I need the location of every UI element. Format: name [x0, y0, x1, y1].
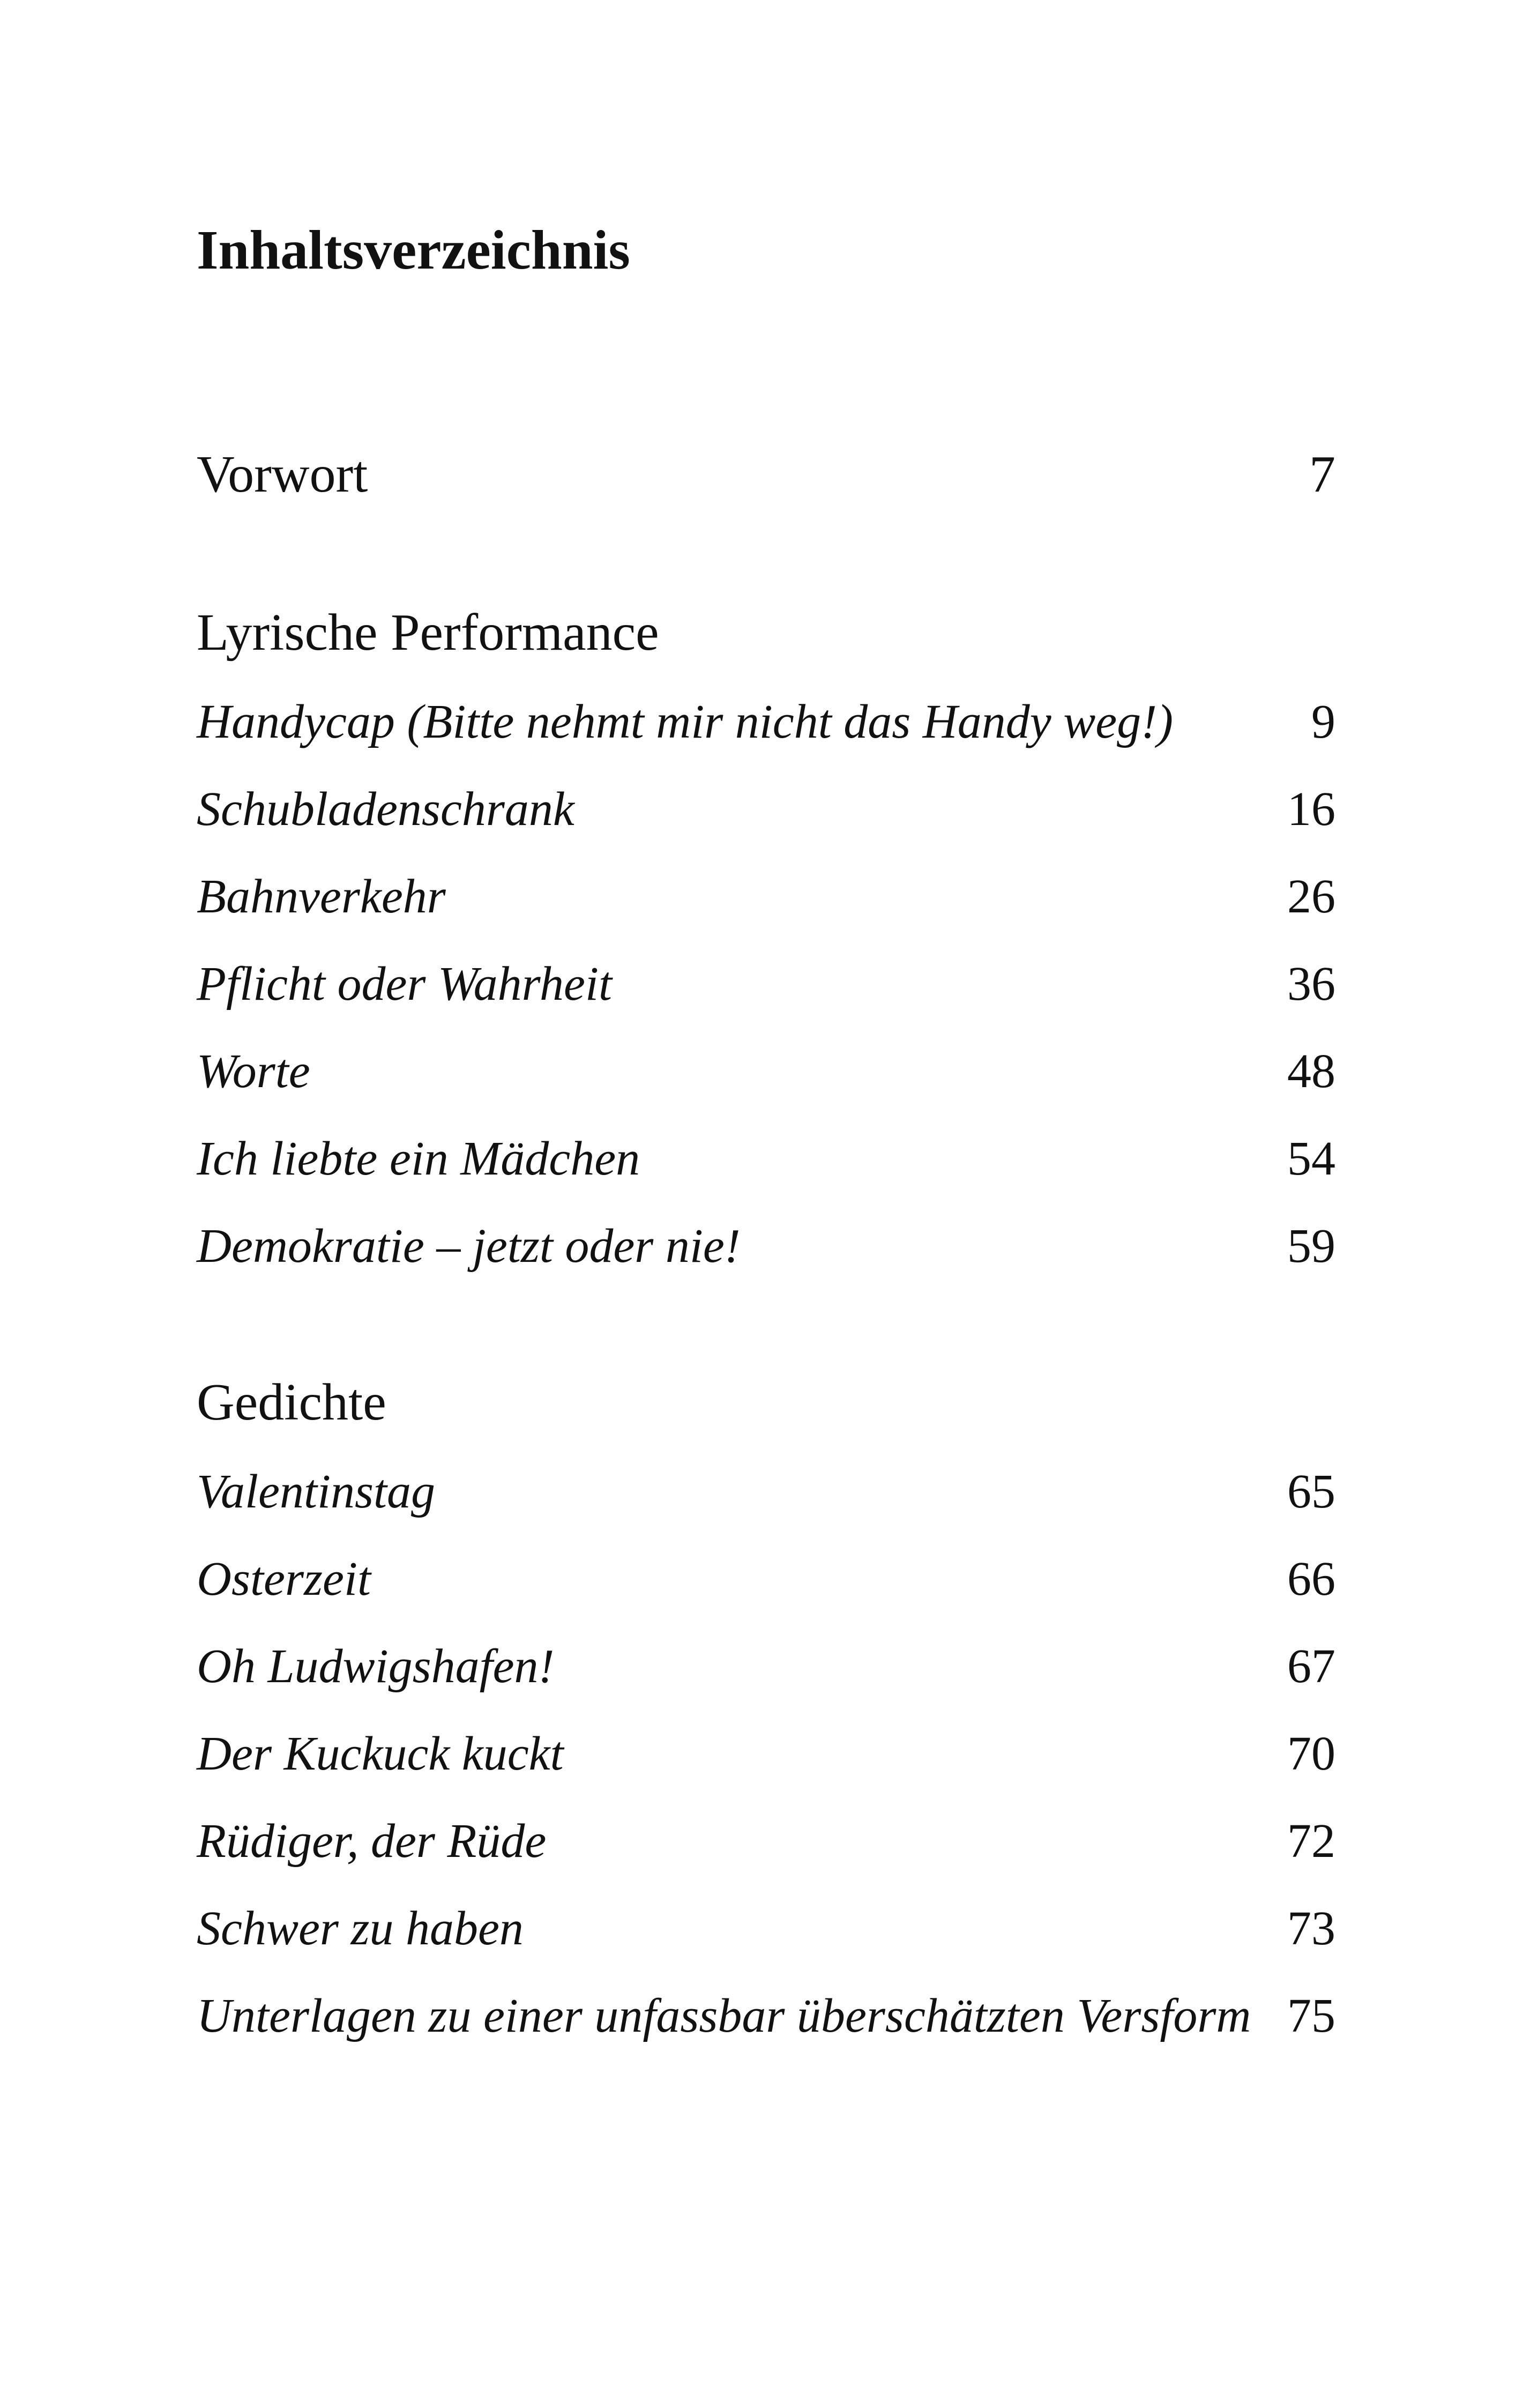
toc-entry-page: 72 — [1287, 1815, 1335, 1868]
toc-entry-title: Osterzeit — [197, 1552, 371, 1606]
toc-entry — [197, 1710, 1335, 1797]
toc-entry-page: 66 — [1287, 1552, 1335, 1606]
toc-entry — [197, 853, 1335, 940]
toc-entry-page: 26 — [1287, 870, 1335, 923]
toc-entry — [197, 1535, 1335, 1623]
toc-entry-title: Schubladenschrank — [197, 783, 574, 836]
toc-entry-page: 59 — [1287, 1220, 1335, 1273]
toc-entry-page: 73 — [1287, 1902, 1335, 1955]
toc-entry-title: Valentinstag — [197, 1465, 435, 1518]
toc-entry — [197, 940, 1335, 1028]
toc-entry — [197, 1448, 1335, 1535]
toc-entry — [197, 1202, 1335, 1290]
toc-entry-page: 70 — [1287, 1727, 1335, 1780]
toc-entry — [197, 1115, 1335, 1202]
toc-entry — [197, 1028, 1335, 1115]
toc-entry — [197, 765, 1335, 853]
toc-entry-title: Bahnverkehr — [197, 870, 446, 923]
toc-list — [197, 429, 1335, 2060]
toc-entry-title: Vorwort — [197, 445, 368, 503]
section-title: Gedichte — [197, 1373, 386, 1431]
toc-entry-page: 9 — [1311, 695, 1335, 748]
toc-entry-page: 16 — [1287, 783, 1335, 836]
toc-entry — [197, 1972, 1335, 2060]
toc-entry-title: Oh Ludwigshafen! — [197, 1640, 555, 1693]
toc-entry — [197, 678, 1335, 765]
toc-entry-title: Rüdiger, der Rüde — [197, 1815, 547, 1868]
toc-entry — [197, 1885, 1335, 1972]
toc-entry-page: 75 — [1287, 1989, 1335, 2042]
toc-entry-title: Unterlagen zu einer unfassbar überschätzten Versform — [197, 1989, 1251, 2042]
toc-entry — [197, 1797, 1335, 1885]
toc-entry-title: Demokratie – jetzt oder nie! — [197, 1220, 741, 1273]
section-spacer — [197, 1290, 1335, 1357]
toc-entry-page: 65 — [1287, 1465, 1335, 1518]
toc-entry-title: Pflicht oder Wahrheit — [197, 957, 612, 1010]
toc-entry-page: 67 — [1287, 1640, 1335, 1693]
section-title-lyrische-performance — [197, 587, 1335, 678]
section-spacer — [197, 520, 1335, 587]
toc-entry-page: 7 — [1309, 445, 1335, 503]
toc-entry-title: Schwer zu haben — [197, 1902, 524, 1955]
toc-heading: Inhaltsverzeichnis — [197, 219, 630, 281]
toc-entry-vorwort — [197, 429, 1335, 520]
toc-entry-page: 48 — [1287, 1045, 1335, 1098]
toc-entry-title: Worte — [197, 1045, 310, 1098]
toc-entry-title: Ich liebte ein Mädchen — [197, 1132, 640, 1185]
toc-entry — [197, 1623, 1335, 1710]
toc-entry-title: Handycap (Bitte nehmt mir nicht das Handy weg!) — [197, 695, 1174, 748]
toc-entry-title: Der Kuckuck kuckt — [197, 1727, 564, 1780]
section-title: Lyrische Performance — [197, 604, 659, 662]
toc-entry-page: 54 — [1287, 1132, 1335, 1185]
toc-entry-page: 36 — [1287, 957, 1335, 1010]
section-title-gedichte — [197, 1357, 1335, 1448]
